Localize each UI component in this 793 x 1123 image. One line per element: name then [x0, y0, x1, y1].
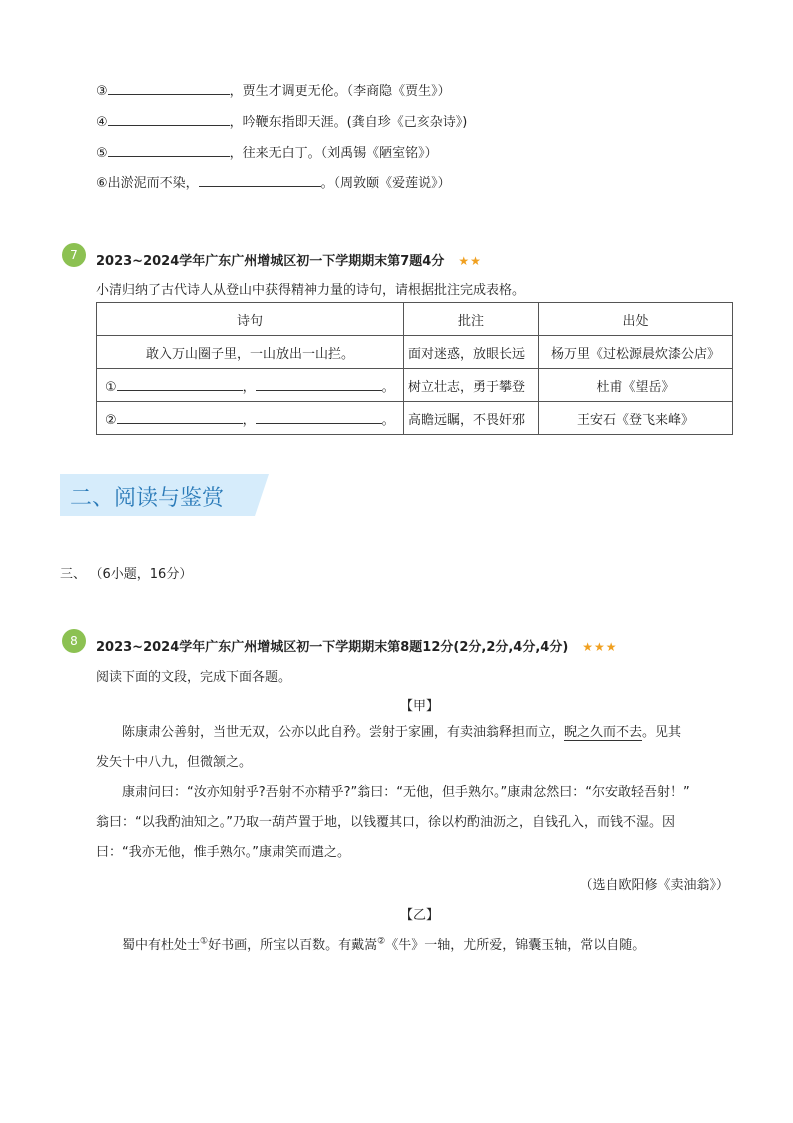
fill-line-text: ，往来无白丁。（刘禹锡《陋室铭》） [229, 146, 438, 161]
passage-line [122, 934, 645, 953]
fill-line-text: 。（周敦颐《爱莲说》） [320, 176, 451, 191]
passage-text: 《牛》一轴，尤所爱，锦囊玉轴，常以自随。 [385, 938, 646, 953]
passage-title-jia: 【甲】 [400, 699, 440, 714]
answer-blank[interactable] [117, 378, 243, 391]
passage-line: 发矢十中八九，但微颔之。 [96, 755, 253, 770]
fill-line-3 [96, 80, 451, 99]
passage-line [96, 718, 736, 748]
period: 。 [381, 412, 395, 428]
question-title: 2023~2024学年广东广州增城区初一下学期期末第8题12分(2分,2分,4分,4分) [96, 640, 569, 655]
item-number: ⑥ [96, 176, 108, 191]
item-number: ⑤ [96, 146, 108, 161]
section-banner [60, 474, 255, 516]
item-number: ① [105, 379, 117, 395]
table-header: 诗句 [97, 303, 404, 336]
footnote-marker: ② [377, 936, 386, 947]
passage-text: 好书画，所宝以百数。有戴嵩 [208, 938, 378, 953]
poem-table [96, 302, 733, 435]
answer-blank[interactable] [199, 174, 321, 187]
fill-line-prefix: 出淤泥而不染， [107, 176, 199, 191]
poem-cell [97, 369, 404, 402]
fill-line-6 [96, 172, 451, 191]
answer-blank[interactable] [108, 82, 230, 95]
passage-text: 陈康肃公善射，当世无双，公亦以此自矜。尝射于家圃，有卖油翁释担而立， [122, 725, 565, 740]
footnote-marker: ① [200, 936, 209, 947]
question-title: 2023~2024学年广东广州增城区初一下学期期末第7题4分 [96, 254, 445, 269]
passage-source: （选自欧阳修《卖油翁》） [579, 878, 729, 893]
fill-line-text: ，吟鞭东指即天涯。(龚自珍《己亥杂诗》) [229, 115, 468, 130]
passage-text: 。见其 [642, 725, 682, 740]
question-number-badge: 7 [62, 243, 86, 267]
source-cell: 杜甫《望岳》 [539, 369, 733, 402]
passage-text: 蜀中有杜处士 [122, 938, 201, 953]
answer-blank[interactable] [117, 411, 243, 424]
question-number-badge: 8 [62, 629, 86, 653]
section-number: 三、 [60, 567, 87, 582]
passage-line: 康肃问曰：“汝亦知射乎?吾射不亦精乎?”翁曰：“无他，但手熟尔。”康肃忿然曰：“尔安敢轻吾射！” [122, 785, 690, 800]
question-header [96, 636, 618, 655]
poem-cell: 敢入万山圈子里，一山放出一山拦。 [97, 336, 404, 369]
table-row [97, 369, 733, 402]
table-header: 出处 [539, 303, 733, 336]
answer-blank[interactable] [256, 411, 382, 424]
fill-line-5 [96, 142, 438, 161]
question-instruction: 小清归纳了古代诗人从登山中获得精神力量的诗句，请根据批注完成表格。 [96, 283, 526, 298]
fill-line-text: ，贾生才调更无伦。（李商隐《贾生》） [229, 84, 451, 99]
table-row [97, 402, 733, 435]
answer-blank[interactable] [108, 113, 230, 126]
passage-line: 翁曰：“以我酌油知之。”乃取一葫芦置于地，以钱覆其口，徐以杓酌油沥之，自钱孔入，而钱不湿。因 [96, 815, 675, 830]
difficulty-stars: ★★★ [582, 640, 618, 654]
section-label [60, 563, 192, 582]
item-number: ③ [96, 84, 108, 99]
difficulty-stars: ★★ [458, 254, 482, 268]
section-title: 二、阅读与鉴赏 [70, 486, 225, 511]
underlined-phrase: 睨之久而不去 [564, 725, 643, 740]
table-header: 批注 [404, 303, 539, 336]
table-header-row [97, 303, 733, 336]
note-cell: 树立壮志，勇于攀登 [404, 369, 539, 402]
table-row [97, 336, 733, 369]
comma: ， [242, 379, 256, 395]
source-cell: 王安石《登飞来峰》 [539, 402, 733, 435]
comma: ， [242, 412, 256, 428]
source-cell: 杨万里《过松源晨炊漆公店》 [539, 336, 733, 369]
question-instruction: 阅读下面的文段，完成下面各题。 [96, 670, 292, 685]
answer-blank[interactable] [108, 144, 230, 157]
period: 。 [381, 379, 395, 395]
note-cell: 高瞻远瞩，不畏奸邪 [404, 402, 539, 435]
fill-line-4 [96, 111, 467, 130]
question-header [96, 250, 482, 269]
passage-paragraph [96, 718, 736, 868]
section-detail: （6小题，16分） [96, 567, 193, 582]
passage-line: 曰：“我亦无他，惟手熟尔。”康肃笑而遣之。 [96, 845, 350, 860]
item-number: ② [105, 412, 117, 428]
passage-title-yi: 【乙】 [400, 908, 440, 923]
poem-cell [97, 402, 404, 435]
answer-blank[interactable] [256, 378, 382, 391]
item-number: ④ [96, 115, 108, 130]
note-cell: 面对迷惑，放眼长远 [404, 336, 539, 369]
